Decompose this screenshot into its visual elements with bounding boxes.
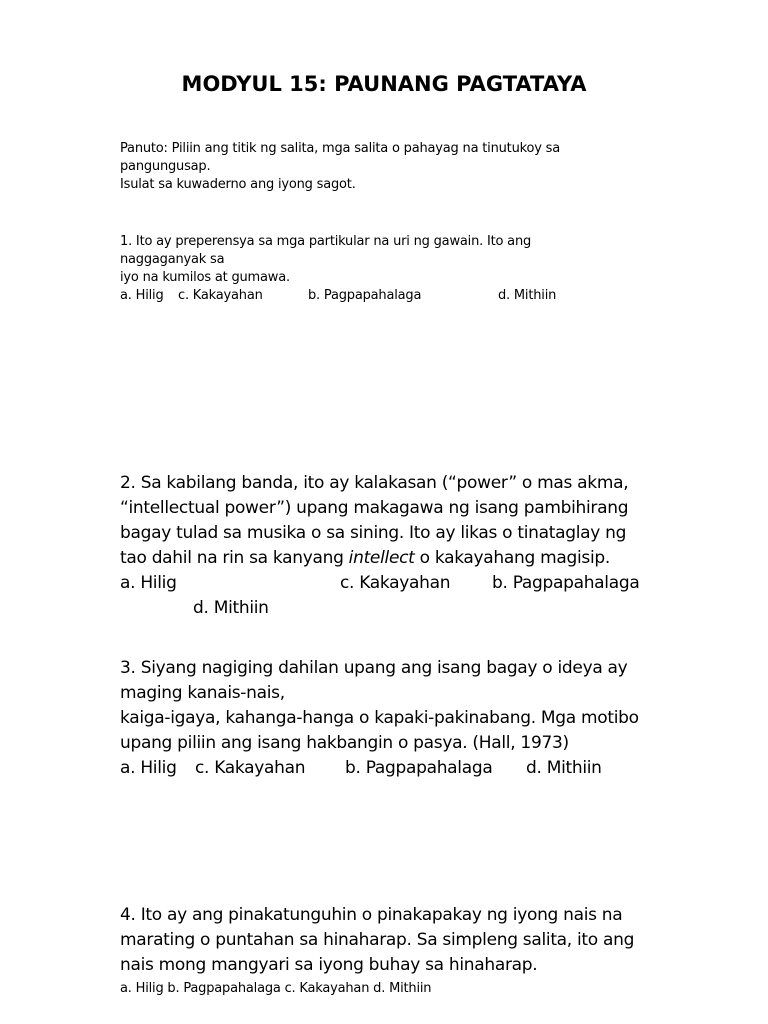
question-3-line-4: upang piliin ang isang hakbangin o pasya. (Hall, 1973) bbox=[120, 733, 569, 753]
question-2 bbox=[120, 471, 720, 621]
question-2-choice-d: d. Mithiin bbox=[193, 598, 269, 618]
question-4-choices bbox=[120, 980, 720, 998]
question-4-line-3: nais mong mangyari sa iyong buhay sa hinaharap. bbox=[120, 955, 538, 975]
question-2-choices-row-1 bbox=[120, 571, 720, 596]
question-3-line-3: kaiga-igaya, kahanga-hanga o kapaki-pakinabang. Mga motibo bbox=[120, 708, 639, 728]
instructions-line-3: Isulat sa kuwaderno ang iyong sagot. bbox=[120, 177, 356, 192]
question-1-choices bbox=[120, 287, 720, 305]
question-2-line-4-start: tao dahil na rin sa kanyang bbox=[120, 548, 349, 568]
instructions-line-1: Panuto: Piliin ang titik ng salita, mga salita o pahayag na tinutukoy sa bbox=[120, 141, 560, 156]
question-2-choice-b: b. Pagpapahalaga bbox=[492, 573, 640, 593]
question-2-choice-a: a. Hilig bbox=[120, 573, 177, 593]
question-1-line-3: iyo na kumilos at gumawa. bbox=[120, 270, 290, 285]
question-2-italic-term: intellect bbox=[348, 548, 415, 568]
question-3-line-2: maging kanais-nais, bbox=[120, 683, 285, 703]
question-1 bbox=[120, 233, 720, 305]
question-4 bbox=[120, 903, 720, 998]
question-4-body bbox=[120, 903, 720, 978]
question-1-line-1: 1. Ito ay preperensya sa mga partikular na uri ng gawain. Ito ang bbox=[120, 234, 532, 249]
question-2-line-2: “intellectual power”) upang makagawa ng isang pambihirang bbox=[120, 498, 629, 518]
question-1-choice-b: b. Pagpapahalaga bbox=[308, 288, 422, 303]
question-4-choices-line: a. Hilig b. Pagpapahalaga c. Kakayahan d. Mithiin bbox=[120, 981, 432, 996]
page-title: MODYUL 15: PAUNANG PAGTATAYA bbox=[181, 72, 587, 96]
question-1-choice-c: c. Kakayahan bbox=[178, 288, 263, 303]
question-1-choice-d: d. Mithiin bbox=[498, 288, 557, 303]
question-3-line-1: 3. Siyang nagiging dahilan upang ang isang bagay o ideya ay bbox=[120, 658, 628, 678]
question-3-choice-d: d. Mithiin bbox=[526, 758, 602, 778]
instructions bbox=[120, 140, 720, 194]
instructions-line-2: pangungusap. bbox=[120, 159, 211, 174]
question-2-line-3: bagay tulad sa musika o sa sining. Ito ay likas o tinataglay ng bbox=[120, 523, 627, 543]
question-2-line-4 bbox=[120, 546, 720, 571]
question-2-line-4-end: o kakayahang magisip. bbox=[414, 548, 610, 568]
question-3-choice-b: b. Pagpapahalaga bbox=[345, 758, 493, 778]
question-3 bbox=[120, 656, 720, 781]
question-4-line-2: marating o puntahan sa hinaharap. Sa simpleng salita, ito ang bbox=[120, 930, 635, 950]
question-4-line-1: 4. Ito ay ang pinakatunguhin o pinakapakay ng iyong nais na bbox=[120, 905, 623, 925]
question-2-choices-row-2 bbox=[120, 596, 720, 621]
question-2-line-1: 2. Sa kabilang banda, ito ay kalakasan (“power” o mas akma, bbox=[120, 473, 629, 493]
question-3-choice-a: a. Hilig bbox=[120, 758, 177, 778]
question-3-choices bbox=[120, 756, 720, 781]
question-3-choice-c: c. Kakayahan bbox=[195, 758, 306, 778]
question-1-line-2: naggaganyak sa bbox=[120, 252, 225, 267]
question-1-choice-a: a. Hilig bbox=[120, 288, 164, 303]
question-2-choice-c: c. Kakayahan bbox=[340, 573, 451, 593]
